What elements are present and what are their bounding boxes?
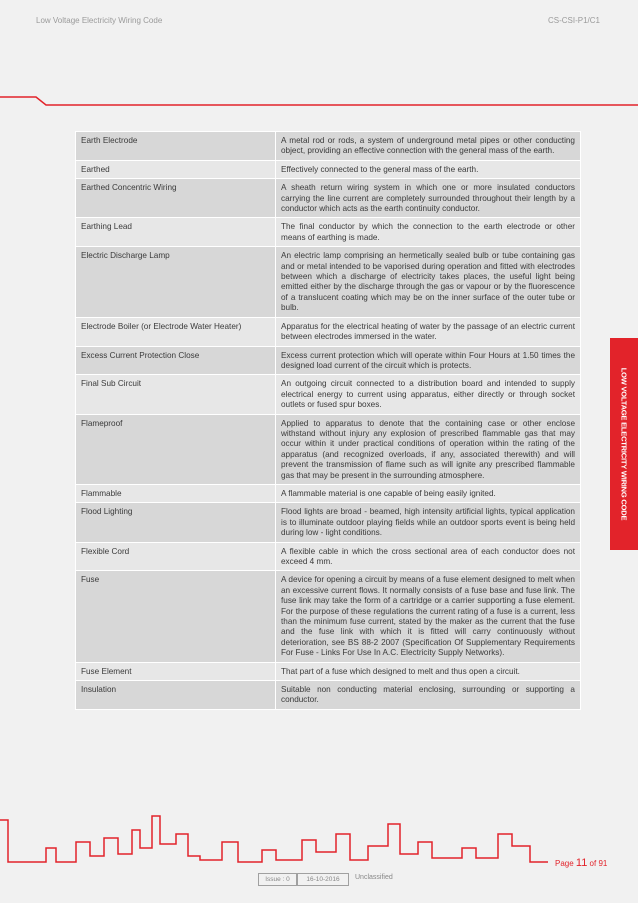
definition-term: Flammable — [76, 484, 276, 502]
definition-term: Earthed — [76, 160, 276, 178]
definition-term: Insulation — [76, 681, 276, 710]
definition-row — [76, 503, 581, 542]
definition-row — [76, 247, 581, 317]
page-number — [555, 857, 607, 869]
definition-text: Applied to apparatus to denote that the containing case or other enclose withstand without injury any explosion of prescribed flammable gas that may occur within it under practical conditions of operation within the rating of the apparatus (and recognized overloads, if any, associated therewith) and will prevent the transmission of flame such as will ignite any prescribed flammable gas that may be present in the surrounding atmosphere. — [276, 414, 581, 484]
page-number-prefix: Page — [555, 859, 576, 868]
classification-label: Unclassified — [355, 874, 393, 881]
definition-text: Apparatus for the electrical heating of water by the passage of an electric current between electrodes immersed in the water. — [276, 317, 581, 346]
definition-text: That part of a fuse which designed to melt and thus open a circuit. — [276, 662, 581, 680]
side-tab-label: LOW VOLTAGE ELECTRICITY WIRING CODE — [619, 367, 629, 521]
header-rule-line — [0, 0, 638, 110]
issue-date: 16-10-2016 — [297, 873, 349, 886]
definition-text: The final conductor by which the connection to the earth electrode or other means of earthing is made. — [276, 218, 581, 247]
definition-row — [76, 179, 581, 218]
header-document-code: CS-CSI-P1/C1 — [547, 16, 600, 25]
definition-term: Earthing Lead — [76, 218, 276, 247]
definition-row — [76, 218, 581, 247]
definition-term: Excess Current Protection Close — [76, 346, 276, 375]
footer-skyline-line — [0, 812, 638, 903]
definition-text: A device for opening a circuit by means of a fuse element designed to melt when an excessive current flows. It normally consists of a fuse base and fuse link. The fuse link may take the form of a cartridge or a carrier supporting a fuse element. For the purpose of these regulations the current rating of a fuse is a current, less than the minimum fuse current, stated by the maker as the current that the fuse and the fuse link with which it is fitted will carry continuously without deterioration, see BS 88-2 2007 (Specification Of Supplementary Requirements For Fuse - Links For Use In A.C. Electricity Supply Networks). — [276, 571, 581, 662]
definition-row — [76, 160, 581, 178]
definition-row — [76, 317, 581, 346]
definition-row — [76, 662, 581, 680]
definition-row — [76, 681, 581, 710]
page-number-current: 11 — [575, 857, 588, 869]
definition-text: An outgoing circuit connected to a distribution board and intended to supply electrical energy to current using apparatus, either directly or through socket outlets or fused spur boxes. — [276, 375, 581, 414]
definition-row — [76, 375, 581, 414]
definition-term: Earthed Concentric Wiring — [76, 179, 276, 218]
section-side-tab — [610, 338, 638, 550]
definition-text: A sheath return wiring system in which one or more insulated conductors carrying the line current are completely surrounded throughout their length by a conductor which acts as the earth continuity conductor. — [276, 179, 581, 218]
definition-row — [76, 484, 581, 502]
header-document-title: Low Voltage Electricity Wiring Code — [36, 16, 163, 25]
definition-term: Electrode Boiler (or Electrode Water Heater) — [76, 317, 276, 346]
definition-row — [76, 571, 581, 662]
page-number-total: of 91 — [587, 859, 608, 868]
definition-text: A flammable material is one capable of being easily ignited. — [276, 484, 581, 502]
definition-term: Fuse — [76, 571, 276, 662]
definition-term: Final Sub Circuit — [76, 375, 276, 414]
definition-text: Excess current protection which will operate within Four Hours at 1.50 times the designed load current of the circuit which is protects. — [276, 346, 581, 375]
definition-row — [76, 346, 581, 375]
definition-text: A flexible cable in which the cross sectional area of each conductor does not exceed 4 mm. — [276, 542, 581, 571]
definition-text: A metal rod or rods, a system of underground metal pipes or other conducting object, providing an effective connection with the general mass of the earth. — [276, 132, 581, 161]
issue-number: Issue : 0 — [258, 873, 297, 886]
definitions-table — [75, 131, 581, 710]
definition-term: Flameproof — [76, 414, 276, 484]
definition-text: An electric lamp comprising an hermetically sealed bulb or tube containing gas and or metal intended to be vaporised during operation and fitted with electrodes between which a discharge of electricity takes places, the useful light being emitted either by the discharge through the gas or vapour or by the fluorescence of a translucent coating which may be on the inner surface of the outer tube or bulb. — [276, 247, 581, 317]
definition-row — [76, 414, 581, 484]
definition-term: Electric Discharge Lamp — [76, 247, 276, 317]
definition-text: Suitable non conducting material enclosing, surrounding or supporting a conductor. — [276, 681, 581, 710]
definition-term: Earth Electrode — [76, 132, 276, 161]
definition-term: Fuse Element — [76, 662, 276, 680]
definition-term: Flexible Cord — [76, 542, 276, 571]
definition-text: Effectively connected to the general mass of the earth. — [276, 160, 581, 178]
definition-row — [76, 542, 581, 571]
definition-row — [76, 132, 581, 161]
definition-text: Flood lights are broad - beamed, high intensity artificial lights, typical application is to illuminate outdoor playing fields while an outdoor sports event is being held during low - light conditions. — [276, 503, 581, 542]
definition-term: Flood Lighting — [76, 503, 276, 542]
